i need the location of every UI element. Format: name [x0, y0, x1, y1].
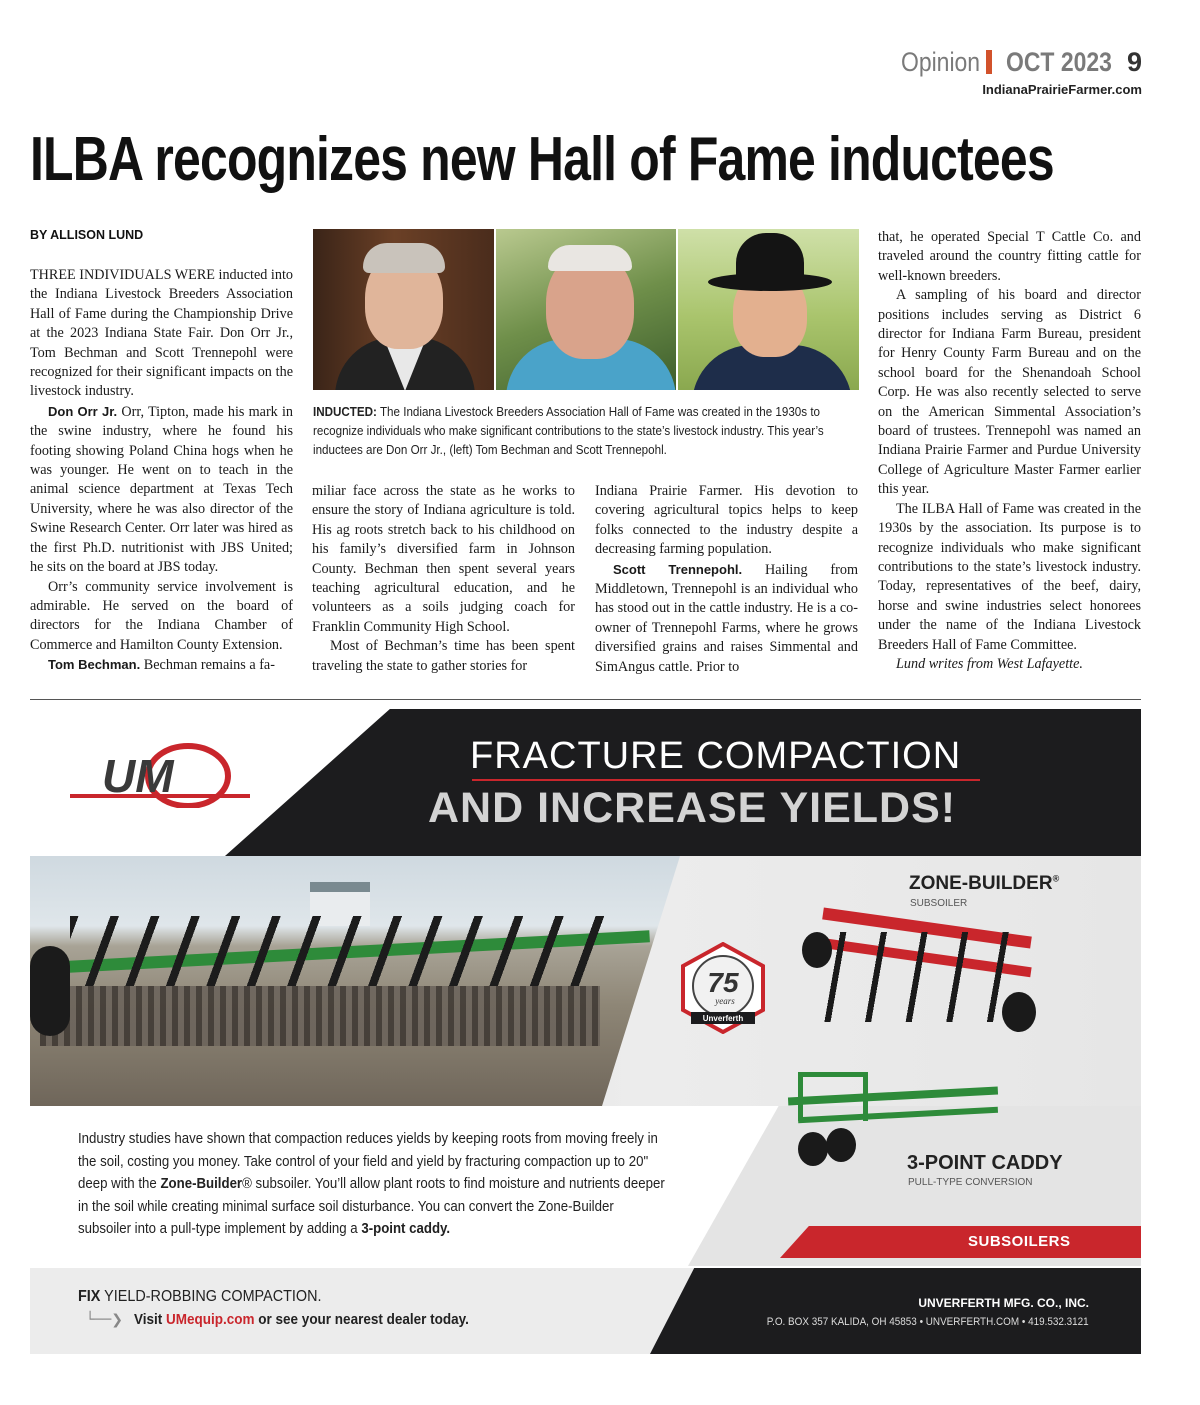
header-divider	[986, 50, 992, 74]
body-text: Industry studies have shown that compaction reduces yields by keeping roots from moving freely in the soil, costing you money. Take control of your field and yield by fracturing compaction up to 20" deep with the	[78, 1131, 658, 1192]
tagline-bold: FIX	[78, 1288, 101, 1305]
arrow-right-icon: └──❯	[86, 1312, 124, 1328]
paragraph: A sampling of his board and director positions includes serving as District 6 director for Indiana Farm Bureau, president for Henry County Farm Bureau and on the school board for the Shenandoah School Corp. He was also recently selected to serve on the American Simmental Association’s board of trustees. Trennepohl was named an Indiana Prairie Farmer and Purdue University College of Agriculture Master Farmer earlier this year.	[878, 287, 1141, 498]
implement-shape	[30, 916, 670, 1036]
run-in-head: Scott Trennepohl.	[613, 561, 743, 577]
photo-caption	[313, 403, 859, 460]
article-headline: ILBA recognizes new Hall of Fame inductees	[30, 125, 1054, 194]
paragraph: that, he operated Special T Cattle Co. and traveled around the country fitting cattle for well-known breeders.	[878, 229, 1141, 284]
ad-banner-dark-panel	[225, 709, 1141, 856]
paragraph	[595, 560, 858, 677]
product-title-caddy: 3-POINT CADDY	[907, 1152, 1063, 1174]
paragraph: Orr’s community service involvement is admirable. He served on the board of directors for the Indiana Chamber of Commerce and Hamilton County Extension.	[30, 578, 293, 653]
article-column-4	[878, 228, 1141, 674]
hair-shape	[363, 243, 445, 273]
author-signoff: Lund writes from West Lafayette.	[896, 655, 1083, 672]
paragraph-text: inducted into the Indiana Livestock Breeders Association Hall of Fame during the Championship Drive at the 2023 Indiana State Fair. Don Orr Jr., Tom Bechman and Scott Trennepohl were recognized for their significant impacts on the livestock industry.	[30, 267, 293, 400]
photo-don-orr	[313, 229, 494, 390]
page-number: 9	[1126, 46, 1142, 77]
paragraph-text: Hailing from Middletown, Trennepohl is an individual who has stood out in the cattle industry. He is a co-owner of Trennepohl Farms, where he grows diversified grains and raises Simmental and SimAngus cattle. Prior to	[595, 561, 858, 675]
tagline-text: YIELD-ROBBING COMPACTION.	[100, 1288, 322, 1305]
run-in-head: Don Orr Jr.	[48, 403, 118, 419]
75-years-badge	[677, 942, 769, 1034]
badge-years: years	[715, 996, 735, 1006]
cta-text: or see your nearest dealer today.	[254, 1311, 469, 1328]
body-text: ® subsoiler. You’ll allow plant roots to find moisture and nutrients deeper in the soil while creating minimal surface soil disturbance. You can convert the Zone-Builder subsoiler into a pull-type implement by adding a	[78, 1176, 665, 1237]
paragraph: miliar face across the state as he works to ensure the story of Indiana agriculture is told. His ag roots stretch back to his childhood on his family’s diversified farm in Johnson County. Bechman then spent several years teaching agricultural education, and he volunteers as a soils judging coach for Franklin Community High School.	[312, 483, 575, 635]
body-bold-text: 3-point caddy.	[361, 1221, 451, 1237]
article-column-3	[595, 482, 858, 677]
paragraph: Most of Bechman’s time has been spent traveling the state to gather stories for	[312, 638, 575, 674]
site-url[interactable]: IndianaPrairieFarmer.com	[982, 82, 1142, 97]
paragraph: The ILBA Hall of Fame was created in the 1930s by the association. Its purpose is to recognize individuals who make significant contributions to the state’s livestock industry. Today, representatives of the beef, dairy, horse and swine industries select honorees under the name of the Indiana Livestock Breeders Hall of Fame Committee.	[878, 500, 1141, 653]
product-title-text: ZONE-BUILDER	[909, 873, 1053, 894]
ad-headline-2: AND INCREASE YIELDS!	[428, 784, 957, 832]
product-subtitle-subsoiler: SUBSOILER	[910, 898, 968, 909]
paragraph-text: Orr, Tipton, made his mark in the swine industry, where he found his footing showing Poland China hogs when he was younger. He went on to teach in the animal science department at Texas Tech University, where he was also director of the Swine Research Center. Orr later was hired as the first Ph.D. nutritionist with JBS United; he sits on the board at JBS today.	[30, 403, 293, 576]
paragraph	[30, 266, 293, 402]
registered-mark: ®	[1052, 873, 1060, 884]
category-bar	[780, 1226, 1141, 1258]
ad-body-copy	[78, 1128, 667, 1241]
section-label: Opinion	[901, 46, 981, 77]
article-column-2	[312, 482, 575, 676]
ad-call-to-action	[134, 1311, 469, 1328]
paragraph: Indiana Prairie Farmer. His devotion to covering agricultural topics helps to keep folks connected to the industry despite a decreasing farming population.	[595, 483, 858, 558]
ad-headline-rule	[472, 779, 980, 781]
paragraph	[30, 655, 293, 675]
website-link[interactable]: UMequip.com	[166, 1311, 255, 1328]
byline: BY ALLISON LUND	[30, 228, 144, 242]
product-subtitle-caddy: PULL-TYPE CONVERSION	[908, 1177, 1033, 1188]
photo-scott-trennepohl	[678, 229, 859, 390]
ad-footer-dark-panel	[650, 1268, 1141, 1354]
inductee-photos	[313, 229, 859, 390]
company-address: P.O. BOX 357 KALIDA, OH 45853 • UNVERFERTH.COM • 419.532.3121	[767, 1316, 1089, 1328]
um-logo[interactable]	[70, 738, 250, 808]
cowboy-hat-icon	[736, 233, 804, 281]
product-title-zone-builder	[909, 873, 1059, 895]
body-bold-text: Zone-Builder	[160, 1176, 243, 1192]
ad-headline-1: FRACTURE COMPACTION	[470, 735, 962, 777]
lead-in-caps: THREE INDIVIDUALS WERE	[30, 267, 215, 283]
section-divider	[30, 699, 1141, 700]
caption-label: INDUCTED:	[313, 405, 377, 419]
cta-text: Visit	[134, 1311, 167, 1328]
paragraph	[30, 402, 293, 578]
badge-brand: Unverferth	[702, 1014, 744, 1023]
badge-number: 75	[707, 967, 739, 998]
ad-tagline	[78, 1288, 322, 1306]
article-column-1	[30, 266, 293, 676]
run-in-head: Tom Bechman.	[48, 657, 141, 673]
field-photo	[30, 856, 680, 1106]
paragraph-text: Bechman remains a fa-	[140, 657, 275, 674]
hair-shape	[548, 245, 632, 271]
zone-builder-image	[802, 892, 1042, 1032]
caption-text: The Indiana Livestock Breeders Association Hall of Fame was created in the 1930s to recognize individuals who make significant contributions to the state’s livestock industry. This year’s inductees are Don Orr Jr., (left) Tom Bechman and Scott Trennepohl.	[313, 405, 824, 457]
issue-date: OCT 2023	[1006, 46, 1113, 77]
page-header	[887, 44, 1142, 80]
company-name: UNVERFERTH MFG. CO., INC.	[918, 1296, 1089, 1310]
logo-text: UM	[102, 750, 174, 802]
category-label: SUBSOILERS	[968, 1233, 1071, 1250]
photo-tom-bechman	[496, 229, 677, 390]
